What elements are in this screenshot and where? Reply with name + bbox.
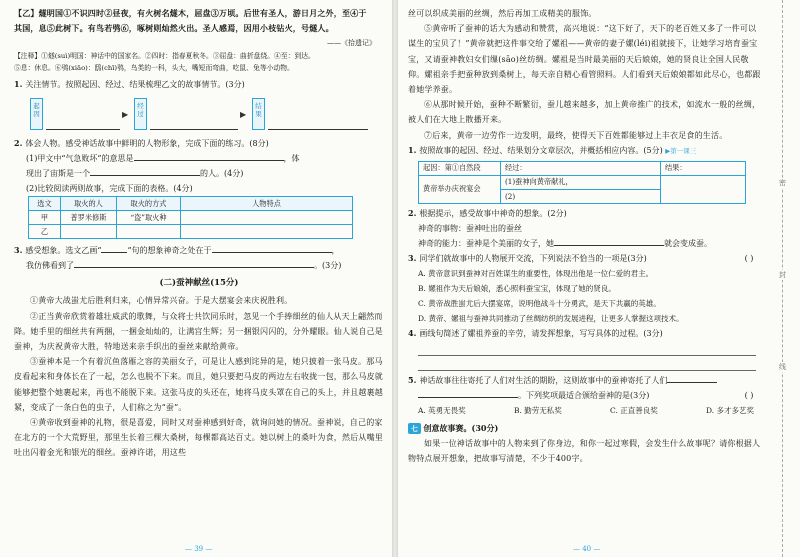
left-q2-sub1 — [14, 151, 384, 166]
table-row — [29, 225, 353, 239]
left-q3-blank-2[interactable] — [74, 259, 314, 268]
left-q1 — [14, 77, 384, 92]
flow-box-result: 结果 — [252, 98, 265, 130]
story-b-line-2: 其国，息⑤此树下。有鸟若鸮⑥，啄树则灿然火出。圣人感焉，因用小枝钻火，号燧人。 — [14, 23, 334, 34]
left-para-2: ②正当黄帝欣赏着雄壮威武的歌舞，与众将士共饮同乐时，忽见一个手捧细丝的仙人从天上翩然而降。她手里的细丝共有两捆，一捆金灿灿的，让满宫生辉；另一捆银闪闪的，分外耀眼。仙人说自己是蚕神，为庆祝黄帝大胜，特地送来亲手织出的蚕丝来献给黄帝。 — [14, 311, 383, 352]
right-q3-option-d: D. 黄帝、嫘祖与蚕神共同推动了丝绸纺织的发展进程，让更多人掌握这项技术。 — [418, 313, 684, 323]
left-q1-text: 关注情节。按照起因、经过、结果梳理乙文的故事情节。(3分) — [25, 80, 245, 90]
right-q2-line2b: 就会变成蚕。 — [664, 238, 712, 248]
table-row — [419, 175, 746, 189]
compare-table-header — [29, 197, 353, 211]
note-line-1: 【注释】①燧(suì)明国：神话中的国家名。②四时：指春夏秋冬。③屈盘：曲折盘绕。④至：到达。 — [14, 52, 315, 61]
right-q4-num: 4. — [408, 327, 417, 338]
left-q2-blank-2[interactable] — [90, 167, 200, 176]
table-row — [29, 211, 353, 225]
right-q2-blank[interactable] — [554, 237, 664, 246]
table-cell-input[interactable] — [61, 225, 117, 239]
right-q5-text-a: 神话故事往往寄托了人们对生活的期盼，这则故事中的蚕神寄托了人们 — [419, 375, 668, 385]
table-cell: 起因：第①自然段 — [419, 161, 501, 175]
right-para-1: ⑤黄帝听了蚕神的话大为感动和赞赏，高兴地说：“这下好了，天下的老百姓又多了一件可以谋生的宝贝了！”黄帝就把这件事交给了嫘祖——黄帝的妻子嫘(léi)祖就接下，让她学习培育蚕宝宝，又请蚕神教妇女们缫(sāo)丝纺绸。嫘祖是当时最美丽的天后娘娘，她的贤良让全国人民敬仰。嫘祖亲手把蚕种放到桑树上，每天亲自精心看管照料。人们看到天后娘娘都如此尽心，也都跟着她学养蚕。 — [408, 24, 761, 95]
left-para-1: ①黄帝大战蚩尤后胜利归来，心情异常兴奋。于是大摆宴会来庆祝胜利。 — [30, 296, 293, 306]
right-q1-text: 按照故事的起因、经过、结果划分文章层次，并概括相应内容。(5分) — [419, 145, 663, 155]
flow-line-result[interactable] — [268, 98, 368, 130]
right-q5-option-c: C. 正直善良奖 — [609, 405, 658, 415]
right-q5-options — [408, 403, 764, 418]
right-q5-cont — [408, 388, 764, 403]
left-q2-text: 体会人物。感受神话故事中鲜明的人物形象，完成下面的练习。(8分) — [25, 139, 269, 149]
left-q2-sub2: (2)比较阅读两则故事，完成下面的表格。(4分) — [26, 184, 193, 194]
right-q2-line2a: 神奇的能力：蚕神是个美丽的女子，她 — [418, 238, 554, 248]
table-cell-input[interactable]: (1)蚕神向黄帝献礼， — [501, 175, 661, 189]
story-b-source: ——《拾遗记》 — [327, 39, 376, 48]
seal-label-2: 封 — [779, 271, 786, 279]
story-b-text-1: 【乙】燧明国①不识四时②昼夜，有火树名燧木，屈盘③万顷。后世有圣人，游日月之外，至④于 — [14, 8, 367, 18]
story-b-line-1 — [14, 6, 384, 21]
right-q5-blank-2[interactable] — [418, 389, 518, 398]
flow-box-cause: 起因 — [30, 98, 43, 130]
compare-table — [28, 196, 353, 239]
left-q3-cont — [14, 258, 384, 273]
left-q2-sub1c: 现出了宙斯是一个 — [26, 169, 90, 179]
section-7-header — [408, 421, 764, 436]
underline-sample — [101, 244, 127, 253]
table-cell-input[interactable]: 结果： — [661, 161, 746, 175]
right-q5-option-d: D. 多才多艺奖 — [705, 405, 754, 415]
left-q2 — [14, 136, 384, 151]
seal-sidebar — [764, 0, 800, 557]
left-para-3: ③蚕神本是一个有着沉鱼落雁之容的美丽女子，可是让人感到诧异的是，她只披着一张马皮。那马皮看起来和身体长在了一起，怎么也脱不下来。而且，她只要把马皮的两边左右收拢一包，那么马皮就能够把整个她裹起来，再也不能脱下来。这张马皮的头还在，她将马皮头罩在自己的头上，并且越裹越紧，变成了一条白色的虫子，人们称之为“蚕”。 — [14, 357, 383, 412]
th-method: 取火的方式 — [117, 197, 181, 211]
table-cell: “盗”取火种 — [117, 211, 181, 225]
right-q2-num: 2. — [408, 207, 417, 218]
right-q5-answer[interactable]: ( ) — [744, 390, 754, 400]
right-q1 — [408, 143, 764, 159]
flow-arrow-1: ▶ — [122, 110, 129, 120]
section-2-title: (二)蚕神献丝(15分) — [159, 278, 239, 289]
right-q5-blank[interactable] — [667, 374, 717, 383]
right-para-2: ⑥从那时候开始，蚕种不断繁衍，蚕儿越来越多，加上黄帝推广的技术，如流水一般的丝绸，被人们在大地上散播开来。 — [408, 100, 761, 125]
flow-line-cause[interactable] — [46, 98, 120, 130]
table-cell-input[interactable]: 经过： — [501, 161, 661, 175]
right-q3 — [408, 251, 764, 266]
right-para-3: ⑦后来，黄帝一边劳作一边发明，最终，使得天下百姓都能够过上丰衣足食的生活。 — [424, 130, 728, 140]
table-row — [419, 161, 746, 175]
left-q2-sub1d: 的人。(4分) — [200, 169, 244, 179]
right-q2 — [408, 206, 764, 221]
th-person: 取火的人 — [61, 197, 117, 211]
right-q4-text: 画线句简述了嫘祖养蚕的辛劳，请发挥想象，写写具体的过程。(3分) — [419, 328, 663, 338]
note-line-2: ⑤息：休息。⑥鸮(xiāo)：鸱(chī)鸮，鸟类的一科，头大，嘴短而弯曲，吃鼠、兔等小动物。 — [14, 64, 294, 73]
plot-flow — [22, 96, 384, 134]
left-q1-num: 1. — [14, 79, 23, 90]
left-para-4: ④黄帝收到蚕神的礼物，很是喜爱，同时又对蚕神感到好奇，就询问她的情况。蚕神说，自己的家在北方的一个大荒野里，那里生长着三棵大桑树，每棵都高达百丈。她以树上的桑叶为食，然后从嘴里吐出闪着金光和银光的细丝。蚕神许诺，用这些 — [14, 418, 383, 458]
right-q2-line1: 神奇的事物：蚕神吐出的蚕丝 — [418, 223, 522, 233]
right-q5-option-b: B. 勤劳无私奖 — [513, 405, 562, 415]
lesson-badge: ▶第一课三 — [665, 146, 697, 155]
table-cell-input[interactable] — [181, 225, 353, 239]
table-cell-input[interactable]: (2) — [501, 189, 661, 203]
left-q3-num: 3. — [14, 245, 23, 256]
left-q2-sub1a: (1)甲文中“气急败坏”的意思是 — [26, 154, 134, 164]
right-q3-option-c: C. 黄帝战胜蚩尤后大摆宴席，说明他战斗十分勇武，是天下共赢的英雄。 — [418, 298, 661, 308]
left-q2-num: 2. — [14, 138, 23, 149]
section-7-prompt: 如果一位神话故事中的人物来到了你身边，和你一起过寒假，会发生什么故事呢？请你根据人物特点展开想象，把故事写清楚，不少于400字。 — [408, 438, 761, 464]
right-q3-option-a: A. 黄帝意识到蚕神对百姓谋生的重要性，体现出他是一位仁爱的君主。 — [418, 268, 654, 278]
left-q3-blank-1[interactable] — [212, 244, 332, 253]
right-q3-text: 同学们就故事中的人物展开交流，下列说法不恰当的一项是(3分) — [419, 253, 647, 263]
left-q2-blank-1[interactable] — [134, 152, 284, 161]
right-q2-line2 — [408, 236, 764, 251]
right-q3-answer[interactable]: ( ) — [744, 253, 754, 263]
right-q3-num: 3. — [408, 252, 417, 263]
right-q1-num: 1. — [408, 144, 417, 155]
right-q5-option-a: A. 英勇无畏奖 — [418, 405, 466, 415]
th-text: 选文 — [29, 197, 61, 211]
structure-table — [418, 161, 746, 204]
right-q3-option-b: B. 嫘祖作为天后娘娘，悉心照料蚕宝宝，体现了她的贤良。 — [418, 283, 616, 293]
flow-arrow-2: ▶ — [240, 110, 247, 120]
table-cell: 普罗米修斯 — [61, 211, 117, 225]
left-q2-sub1b: ，体 — [283, 154, 300, 164]
lesson-badge-text: 第一课三 — [670, 146, 697, 155]
right-q5 — [408, 373, 764, 388]
left-q3-text-d: 我仿佛看到了 — [26, 261, 74, 271]
left-q3-text-b: ”句的想象神奇之处在于 — [127, 246, 212, 256]
table-cell: 乙 — [29, 225, 61, 239]
table-cell: 黄帝举办庆祝宴会 — [419, 175, 501, 203]
left-q3-text-e: 。(3分) — [314, 261, 342, 271]
left-q3-text-a: 感受想象。选文乙画“ — [25, 246, 102, 256]
left-q3 — [14, 243, 384, 258]
left-page-number: — 39 — — [185, 545, 213, 553]
right-q5-num: 5. — [408, 374, 417, 385]
table-cell-input[interactable] — [661, 175, 746, 203]
right-para-0: 丝可以织成美丽的丝绸，然后再加工成精美的服饰。 — [408, 9, 597, 18]
seal-label-3: 线 — [779, 363, 786, 371]
table-cell: 甲 — [29, 211, 61, 225]
table-cell-input[interactable] — [181, 211, 353, 225]
left-q2-sub1-cont — [14, 166, 384, 181]
right-page-number: — 40 — — [573, 545, 601, 553]
flow-line-process[interactable] — [150, 98, 238, 130]
section-7-title: 创意故事赛。(30分) — [423, 422, 499, 433]
flow-box-process: 经过 — [134, 98, 147, 130]
right-q4 — [408, 326, 764, 341]
left-q3-text-c: ， — [331, 246, 340, 256]
right-page — [398, 0, 800, 557]
left-page — [0, 0, 392, 557]
right-q5-text-b: 。下列奖项最适合颁给蚕神的是(3分) — [518, 390, 650, 400]
th-trait: 人物特点 — [181, 197, 353, 211]
answer-line[interactable] — [418, 356, 756, 371]
seal-label-1: 密 — [779, 179, 786, 187]
right-q2-text: 根据提示，感受故事中神奇的想象。(2分) — [419, 208, 567, 218]
section-7-tag: 七 — [408, 423, 421, 434]
answer-line[interactable] — [418, 341, 756, 356]
table-cell-input[interactable] — [117, 225, 181, 239]
